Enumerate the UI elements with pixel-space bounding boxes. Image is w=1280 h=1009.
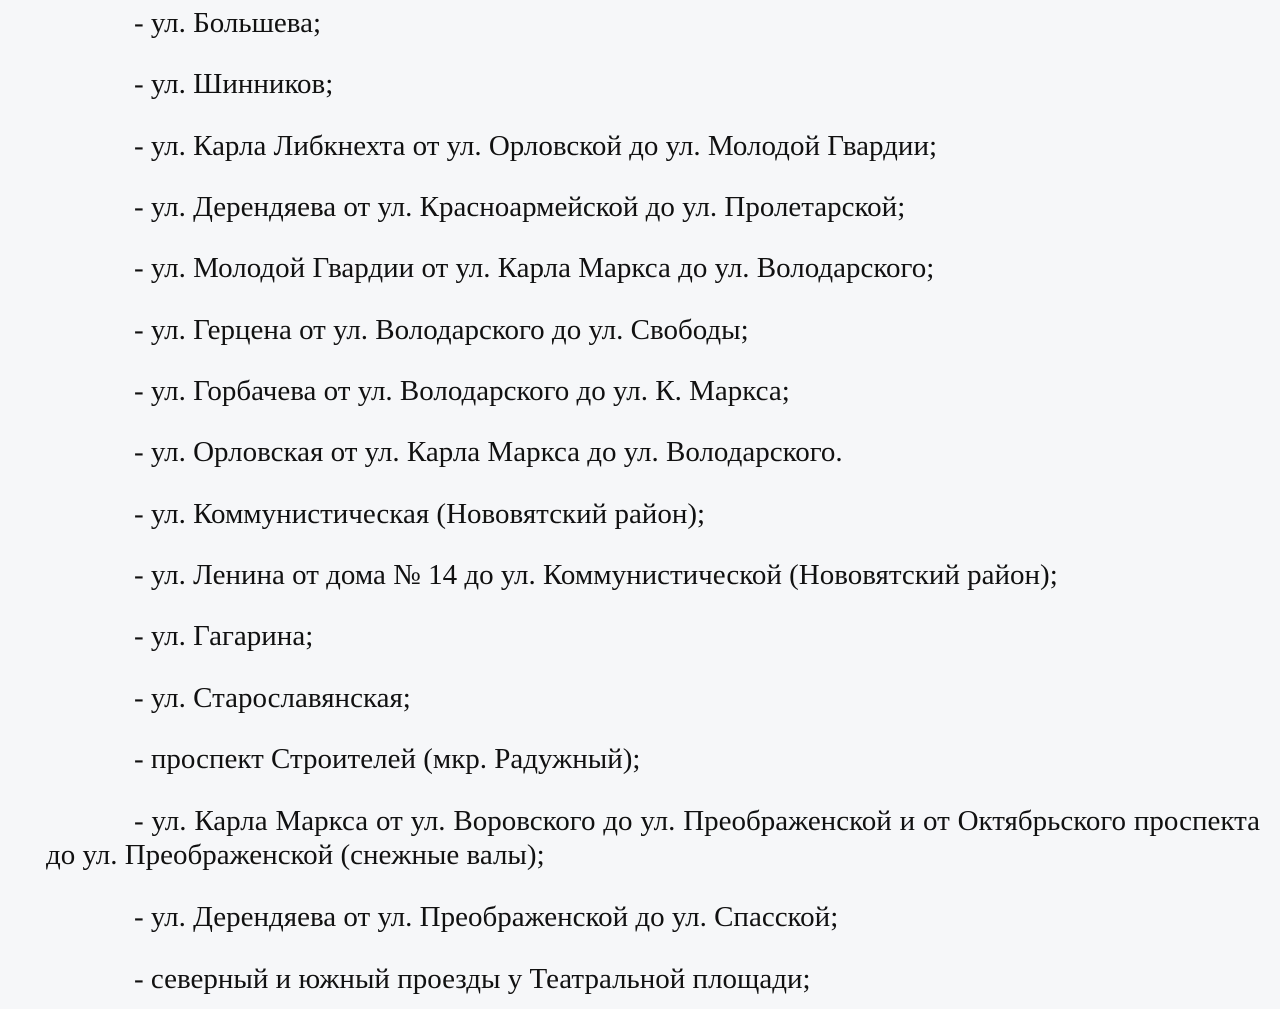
list-item: - ул. Гагарина; bbox=[134, 620, 314, 652]
list-item: - ул. Карла Либкнехта от ул. Орловской до ул. Молодой Гвардии; bbox=[134, 130, 938, 162]
list-item: - ул. Большева; bbox=[134, 7, 322, 39]
list-item: - проспект Строителей (мкр. Радужный); bbox=[134, 743, 641, 775]
list-item: - ул. Молодой Гвардии от ул. Карла Маркса до ул. Володарского; bbox=[134, 252, 935, 284]
list-item: - ул. Дерендяева от ул. Преображенской до ул. Спасской; bbox=[134, 901, 839, 933]
list-item: - ул. Горбачева от ул. Володарского до ул. К. Маркса; bbox=[134, 375, 790, 407]
list-item: - ул. Коммунистическая (Нововятский район); bbox=[134, 498, 706, 530]
list-item: - ул. Ленина от дома № 14 до ул. Коммунистической (Нововятский район); bbox=[134, 559, 1058, 591]
list-item: - ул. Карла Маркса от ул. Воровского до ул. Преображенской и от Октябрьского проспекта до ул. Преображенской (снежные валы); bbox=[46, 805, 1260, 871]
list-item: - ул. Старославянская; bbox=[134, 682, 411, 714]
list-item: - ул. Орловская от ул. Карла Маркса до ул. Володарского. bbox=[134, 436, 843, 468]
list-item: - северный и южный проезды у Театральной площади; bbox=[134, 963, 811, 995]
list-item: - ул. Герцена от ул. Володарского до ул. Свободы; bbox=[134, 314, 749, 346]
list-item: - ул. Шинников; bbox=[134, 68, 334, 100]
list-item: - ул. Дерендяева от ул. Красноармейской до ул. Пролетарской; bbox=[134, 191, 906, 223]
